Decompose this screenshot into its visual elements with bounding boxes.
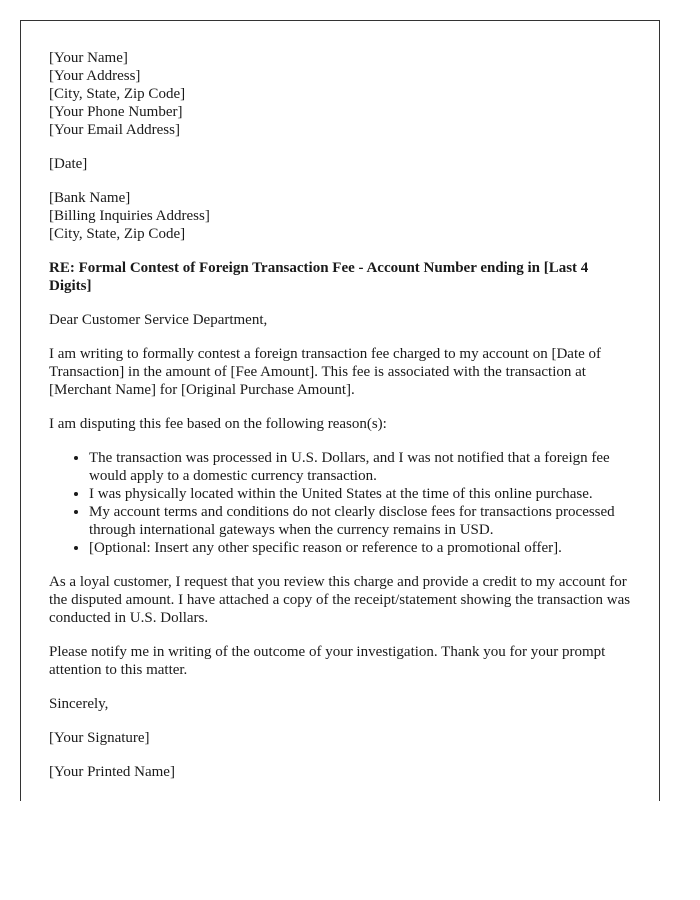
recipient-street: [Billing Inquiries Address] (49, 208, 210, 224)
sender-email: [Your Email Address] (49, 122, 180, 138)
sender-address (49, 49, 634, 139)
reasons-lead: I am disputing this fee based on the following reason(s): (49, 416, 387, 432)
letter-content (49, 49, 634, 797)
recipient-address (49, 189, 634, 243)
reason-item: • My account terms and conditions do not clearly disclose fees for transactions processed through international gateways when the currency remains in USD. (89, 503, 634, 539)
printed-name: [Your Printed Name] (49, 764, 175, 780)
sender-name: [Your Name] (49, 50, 128, 66)
letter-page (20, 20, 660, 801)
sender-street: [Your Address] (49, 68, 141, 84)
reason-item: • [Optional: Insert any other specific reason or reference to a promotional offer]. (89, 539, 634, 557)
reasons-list (49, 449, 634, 557)
subject-line: RE: Formal Contest of Foreign Transaction Fee - Account Number ending in [Last 4 Digits] (49, 260, 589, 294)
letter-date: [Date] (49, 156, 88, 172)
signature: [Your Signature] (49, 730, 150, 746)
salutation: Dear Customer Service Department, (49, 312, 268, 328)
request-paragraph: As a loyal customer, I request that you review this charge and provide a credit to my account for the disputed amount. I have attached a copy of the receipt/statement showing the transaction was conducted in U.S. Dollars. (49, 574, 631, 626)
closing: Sincerely, (49, 696, 109, 712)
recipient-bank: [Bank Name] (49, 190, 131, 206)
reason-item: • The transaction was processed in U.S. Dollars, and I was not notified that a foreign fee would apply to a domestic currency transaction. (89, 449, 634, 485)
recipient-city: [City, State, Zip Code] (49, 226, 186, 242)
closing-note-paragraph: Please notify me in writing of the outcome of your investigation. Thank you for your prompt attention to this matter. (49, 644, 606, 678)
sender-city: [City, State, Zip Code] (49, 86, 186, 102)
intro-paragraph: I am writing to formally contest a foreign transaction fee charged to my account on [Date of Transaction] in the amount of [Fee Amount]. This fee is associated with the transaction at [Merchant Name] for [Original Purchase Amount]. (49, 346, 602, 398)
reason-item: • I was physically located within the United States at the time of this online purchase. (89, 485, 634, 503)
sender-phone: [Your Phone Number] (49, 104, 183, 120)
